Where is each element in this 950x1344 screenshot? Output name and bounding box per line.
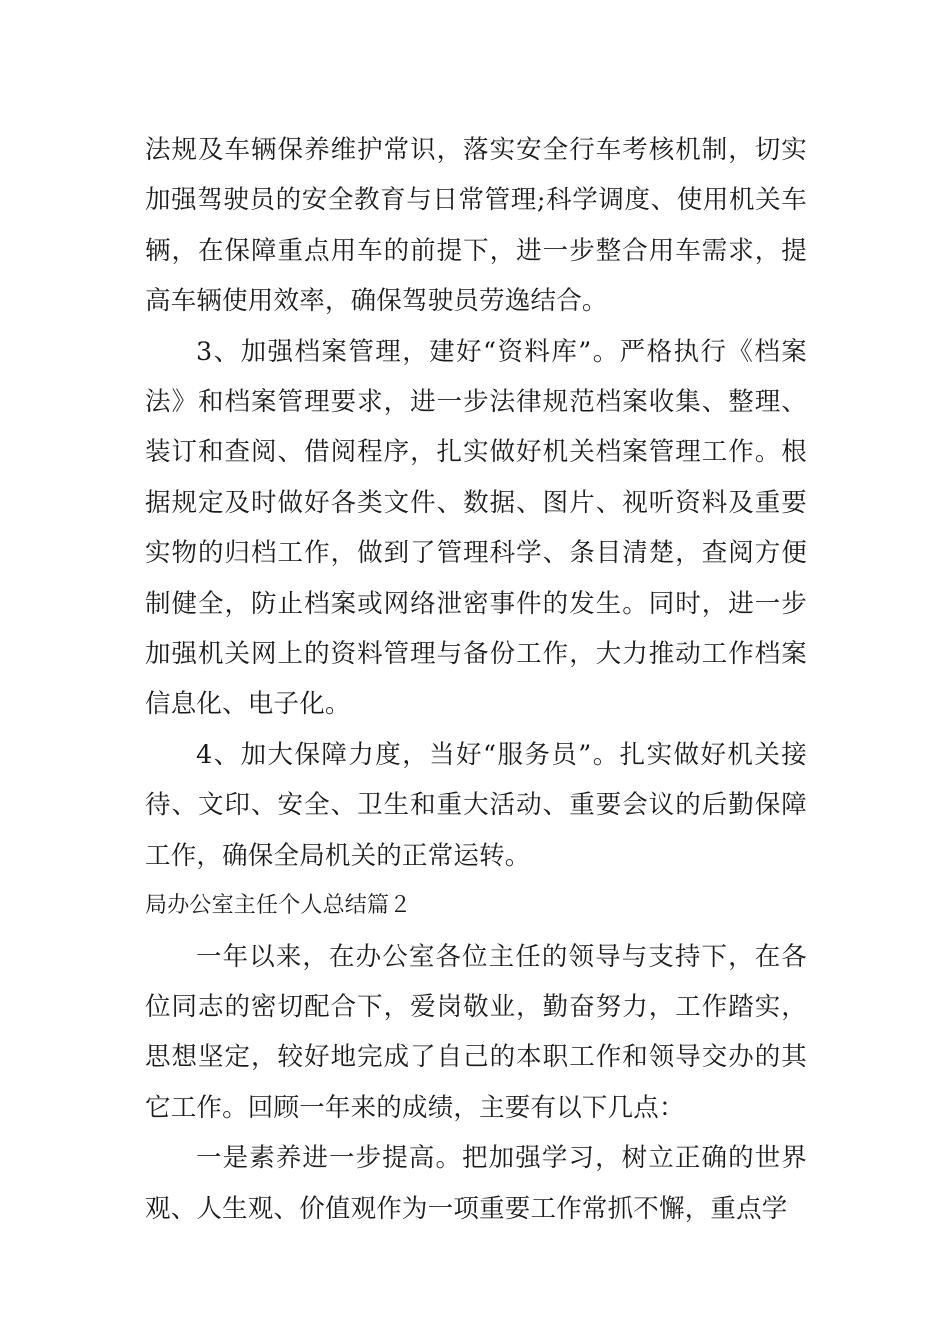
- paragraph-quality-improvement: 一是素养进一步提高。把加强学习，树立正确的世界观、人生观、价值观作为一项重要工作常抓不懈，重点学: [145, 1143, 807, 1224]
- document-body: [145, 125, 807, 1234]
- section-heading: 局办公室主任个人总结篇２: [145, 893, 412, 919]
- paragraph-year-review: 一年以来，在办公室各位主任的领导与支持下，在各位同志的密切配合下，爱岗敬业，勤奋努力，工作踏实，思想坚定，较好地完成了自己的本职工作和领导交办的其它工作。回顾一年来的成绩，主要有以下几点：: [145, 941, 807, 1123]
- paragraph-vehicle-management: 法规及车辆保养维护常识，落实安全行车考核机制，切实加强驾驶员的安全教育与日常管理;科学调度、使用机关车辆，在保障重点用车的前提下，进一步整合用车需求，提高车辆使用效率，确保驾驶员劳逸结合。: [145, 135, 807, 317]
- paragraph-service-support: 4、加大保障力度，当好“服务员”。扎实做好机关接待、文印、安全、卫生和重大活动、重要会议的后勤保障工作，确保全局机关的正常运转。: [145, 739, 807, 871]
- paragraph-archive-management: 3、加强档案管理，建好“资料库”。严格执行《档案法》和档案管理要求，进一步法律规范档案收集、整理、装订和查阅、借阅程序，扎实做好机关档案管理工作。根据规定及时做好各类文件、数据、图片、视听资料及重要实物的归档工作，做到了管理科学、条目清楚，查阅方便制健全，防止档案或网络泄密事件的发生。同时，进一步加强机关网上的资料管理与备份工作，大力推动工作档案信息化、电子化。: [145, 336, 807, 720]
